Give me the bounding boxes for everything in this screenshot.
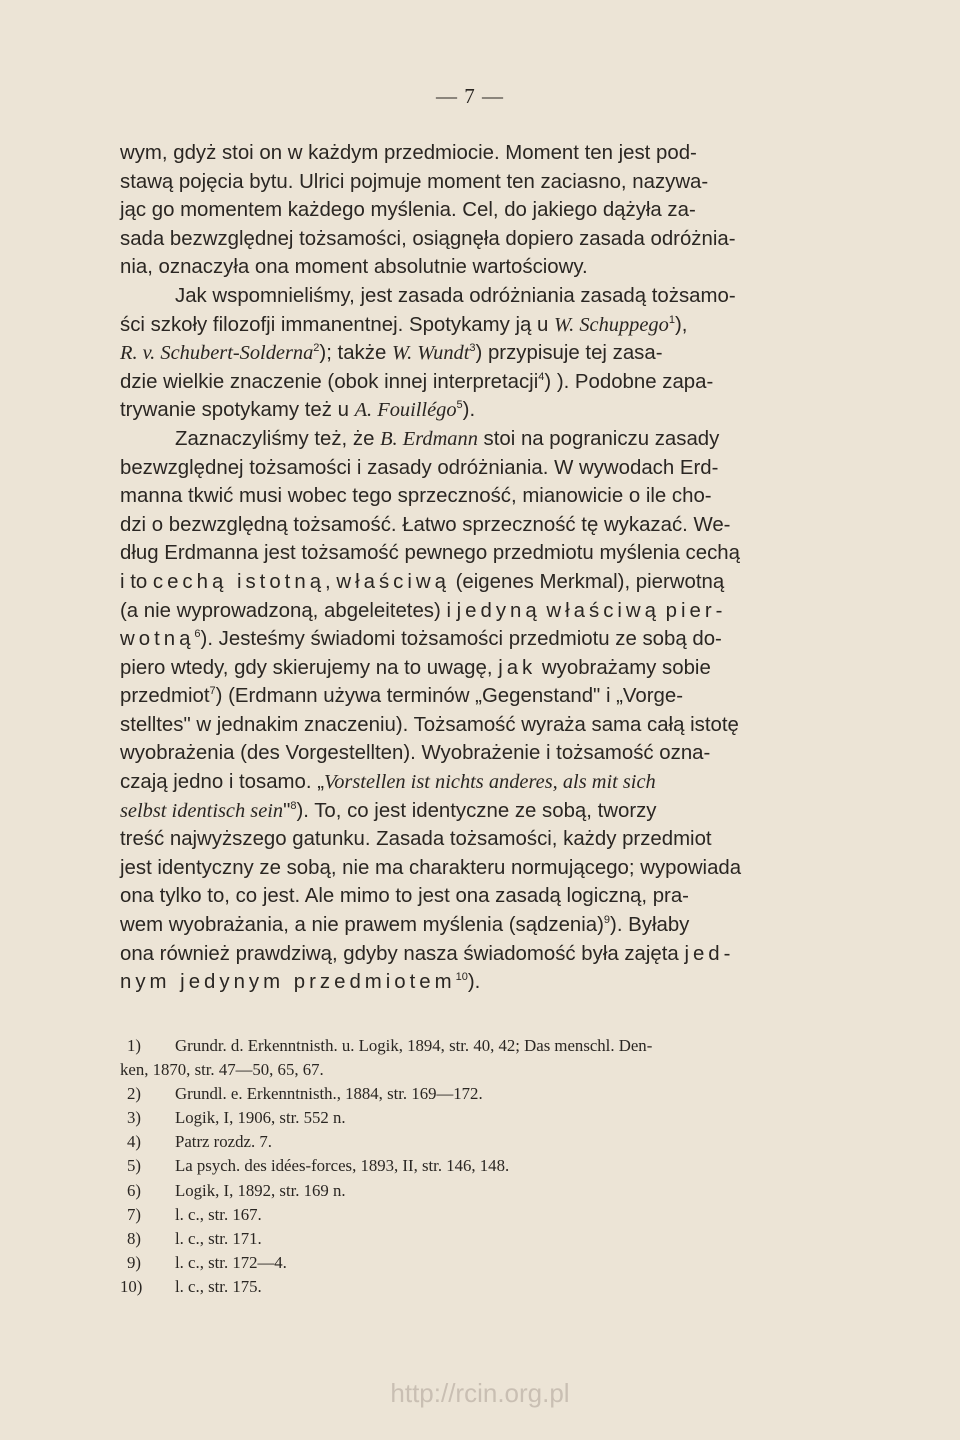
footnote-ref: 6 <box>194 628 201 641</box>
text-line: ona tylko to, co jest. Ale mimo to jest ona zasadą logiczną, pra- <box>120 885 689 908</box>
text-line: selbst identisch sein"$^8$). To, co jest identyczne ze sobą, tworzy <box>120 799 657 822</box>
footnote: 8) l. c., str. 171. <box>120 1227 820 1251</box>
text-line: manna tkwić musi wobec tego sprzeczność, mianowicie o ile cho- <box>120 485 712 508</box>
spaced-emphasis: pier- <box>665 599 727 622</box>
text-line: wotną$^6$). Jesteśmy świadomi tożsamości przedmiotu ze sobą do- <box>120 628 722 651</box>
footnote: 1) Grundr. d. Erkenntnisth. u. Logik, 1894, str. 40, 42; Das menschl. Den- <box>120 1034 820 1058</box>
text-line: trywanie spotykamy też u A. Fouillégo$^5$). <box>120 399 476 422</box>
footnote-mark: 2) <box>127 1084 141 1104</box>
footnote-ref: 7 <box>209 685 216 698</box>
spaced-emphasis: wotną <box>120 628 195 651</box>
text-line: jąc go momentem każdego myślenia. Cel, do jakiego dążyła za- <box>120 199 696 222</box>
footnote-ref: 9 <box>603 914 611 927</box>
spaced-emphasis: właściwą <box>546 599 660 622</box>
footnote-mark: 8) <box>127 1228 141 1248</box>
footnote: 3) Logik, I, 1906, str. 552 n. <box>120 1106 820 1130</box>
text-line: (a nie wyprowadzoną, abgeleitetes) i jedyną właściwą pier- <box>120 599 727 622</box>
text-line: stelltes" w jednakim znaczeniu). Tożsamość wyraża sama całą istotę <box>120 713 739 736</box>
text-line: dzi o bezwzględną tożsamość. Łatwo sprzeczność tę wykazać. We- <box>120 513 731 536</box>
footnote-ref: 3 <box>469 342 476 355</box>
author-name: R. v. Schubert-Solderna <box>120 342 314 365</box>
footnote-ref: 4 <box>538 370 545 383</box>
footnote: 5) La psych. des idées-forces, 1893, II, str. 146, 148. <box>120 1154 820 1178</box>
text-line: sada bezwzględnej tożsamości, osiągnęła dopiero zasada odróżnia- <box>120 227 736 250</box>
footnote-mark: 6) <box>127 1180 141 1200</box>
text-line: ści szkoły filozofji immanentnej. Spotykamy ją u W. Schuppego$^1$), <box>120 313 688 336</box>
text-line: ona również prawdziwą, gdyby nasza świadomość była zajęta jed- <box>120 942 735 965</box>
author-name: W. Schuppego <box>554 313 669 336</box>
spaced-emphasis: właściwą <box>336 570 450 593</box>
text-line: wem wyobrażania, a nie prawem myślenia (sądzenia)$^9$). Byłaby <box>120 914 690 937</box>
author-name: W. Wundt <box>391 342 470 365</box>
footnote-ref: 5 <box>456 399 463 412</box>
quotation: selbst identisch sein <box>120 799 284 822</box>
footnote-mark: 4) <box>127 1132 141 1152</box>
spaced-emphasis: nym jedynym przedmiotem <box>120 971 456 994</box>
text-line: Jak wspomnieliśmy, jest zasada odróżniania zasadą tożsamo- <box>175 284 736 307</box>
footnote-mark: 7) <box>127 1204 141 1224</box>
text-line: dług Erdmanna jest tożsamość pewnego przedmiotu myślenia cechą <box>120 542 740 565</box>
footnote-mark: 10) <box>120 1276 143 1296</box>
text-line: nia, oznaczyła ona moment absolutnie wartościowy. <box>120 256 588 279</box>
spaced-emphasis: cechą istotną <box>152 570 326 593</box>
footnote: 2) Grundl. e. Erkenntnisth., 1884, str. 169—172. <box>120 1082 820 1106</box>
footnote-mark: 3) <box>127 1108 141 1128</box>
spaced-emphasis: jed- <box>684 942 735 965</box>
footnote-mark: 5) <box>127 1156 141 1176</box>
author-name: B. Erdmann <box>380 427 478 450</box>
footnote-ref: 10 <box>455 971 468 984</box>
author-name: A. Fouillégo <box>354 399 457 422</box>
page-number: — 7 — <box>436 84 504 108</box>
footnote-mark: 9) <box>127 1252 141 1272</box>
text-line: dzie wielkie znaczenie (obok innej interpretacji$^4$) ). Podobne zapa- <box>120 370 714 393</box>
footnote: 4) Patrz rozdz. 7. <box>120 1130 820 1154</box>
quotation: Vorstellen ist nichts anderes, als mit sich <box>324 771 656 794</box>
text-line: piero wtedy, gdy skierujemy na to uwagę, jak wyobrażamy sobie <box>120 656 711 679</box>
spaced-emphasis: jedyną <box>456 599 541 622</box>
spaced-emphasis: jak <box>498 656 537 679</box>
text-line: Zaznaczyliśmy też, że B. Erdmann stoi na pograniczu zasady <box>175 427 720 450</box>
body-text <box>120 139 823 997</box>
text-line: wym, gdyż stoi on w każdym przedmiocie. Moment ten jest pod- <box>120 142 697 164</box>
text-line: wyobrażenia (des Vorgestellten). Wyobrażenie i tożsamość ozna- <box>120 742 711 765</box>
footnote: 9) l. c., str. 172—4. <box>120 1251 820 1275</box>
text-line: treść najwyższego gatunku. Zasada tożsamości, każdy przedmiot <box>120 828 712 851</box>
text-line: przedmiot$^7$) (Erdmann używa terminów „Gegenstand" i „Vorge- <box>120 685 684 708</box>
text-line: R. v. Schubert-Solderna$^2$); także W. Wundt$^3$) przypisuje tej zasa- <box>120 342 663 365</box>
footnote-ref: 8 <box>290 799 297 812</box>
footnote-ref: 2 <box>313 342 320 355</box>
text-line: stawą pojęcia bytu. Ulrici pojmuje moment ten zaciasno, nazywa- <box>120 170 709 193</box>
footnote-ref: 1 <box>668 313 675 326</box>
text-line: czają jedno i tosamo. „Vorstellen ist nichts anderes, als mit sich <box>120 771 656 794</box>
text-line: nym jedynym przedmiotem$^{10}$). <box>120 971 481 994</box>
source-watermark: http://rcin.org.pl <box>390 1378 570 1408</box>
footnote: 10) l. c., str. 175. <box>120 1275 820 1299</box>
text-line: bezwzględnej tożsamości i zasady odróżniania. W wywodach Erd- <box>120 456 719 479</box>
footnote: 7) l. c., str. 167. <box>120 1203 820 1227</box>
footnotes <box>120 1034 820 1299</box>
footnote-mark: 1) <box>127 1036 141 1055</box>
text-line: jest identyczny ze sobą, nie ma charakteru normującego; wypowiada <box>120 856 742 879</box>
text-line: i to cechą istotną, właściwą (eigenes Merkmal), pierwotną <box>120 570 725 593</box>
footnote: 6) Logik, I, 1892, str. 169 n. <box>120 1179 820 1203</box>
footnote: ken, 1870, str. 47—50, 65, 67. <box>120 1060 324 1080</box>
